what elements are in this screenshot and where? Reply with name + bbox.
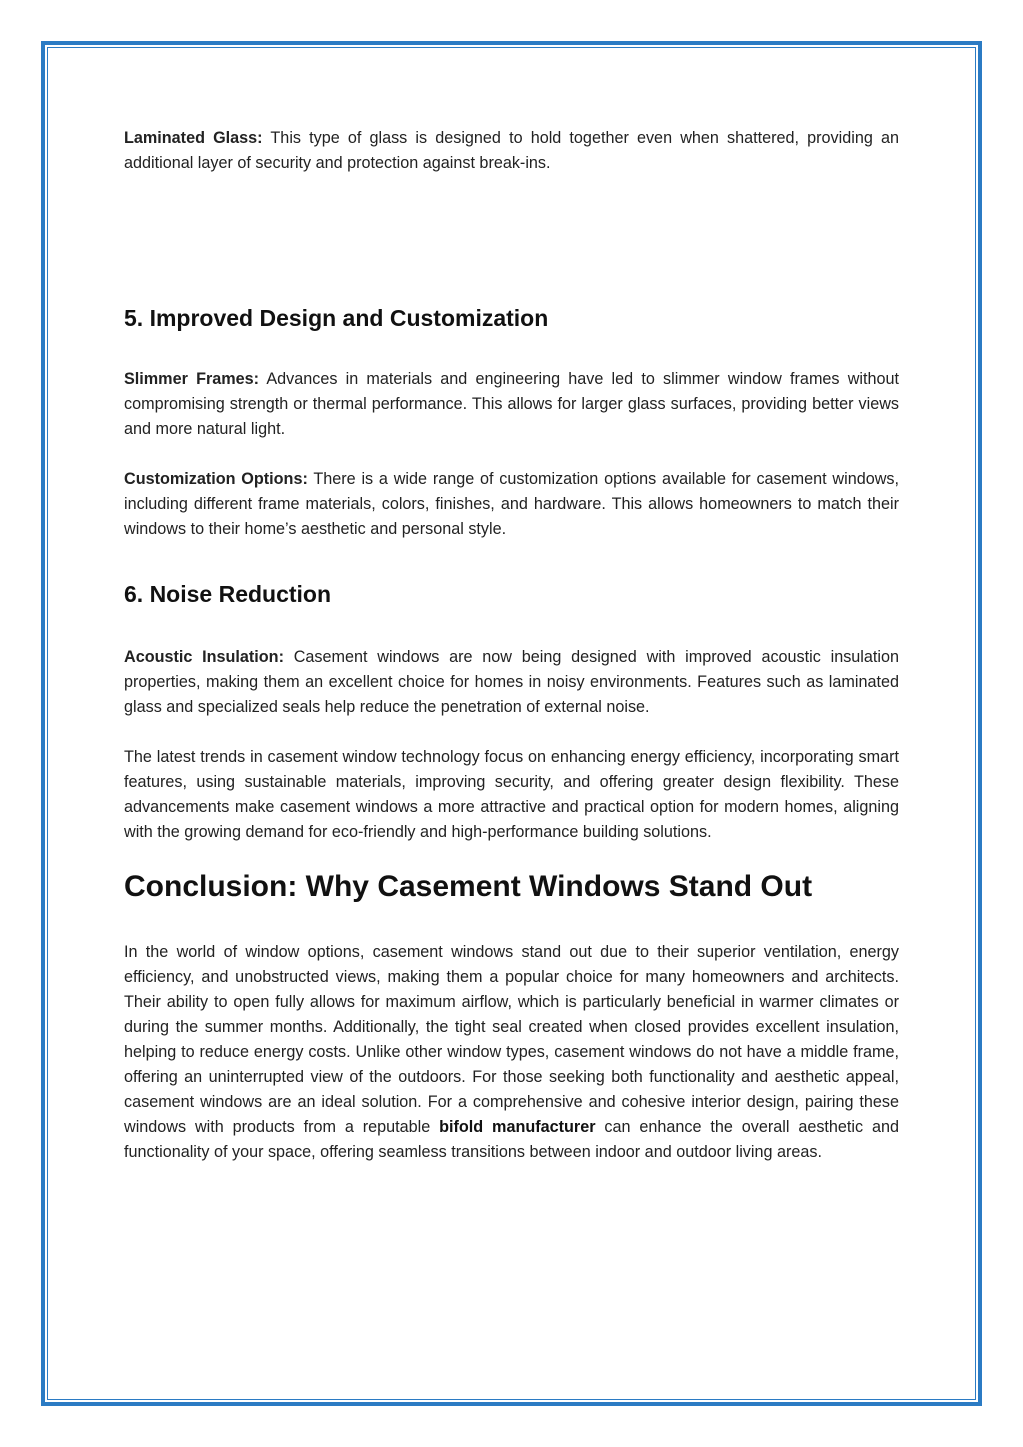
laminated-glass-paragraph	[124, 126, 899, 176]
acoustic-insulation-label: Acoustic Insulation:	[124, 648, 284, 666]
customization-options-label: Customization Options:	[124, 470, 308, 488]
conclusion-heading: Conclusion: Why Casement Windows Stand Out	[124, 870, 813, 903]
section-6-heading: 6. Noise Reduction	[124, 581, 332, 607]
acoustic-insulation-text: Casement windows are now being designed with improved acoustic insulation properties, making them an excellent choice for homes in noisy environments. Features such as laminated glass and specialized seals help reduce the penetration of external noise.	[124, 648, 899, 716]
acoustic-insulation-paragraph	[124, 645, 899, 720]
slimmer-frames-text: Advances in materials and engineering have led to slimmer window frames without compromising strength or thermal performance. This allows for larger glass surfaces, providing better views and more natural light.	[124, 370, 899, 438]
customization-options-paragraph	[124, 467, 899, 542]
conclusion-paragraph	[124, 940, 899, 1165]
trends-summary-paragraph: The latest trends in casement window technology focus on enhancing energy efficiency, incorporating smart features, using sustainable materials, improving security, and offering greater design flexibility. These advancements make casement windows a more attractive and practical option for modern homes, aligning with the growing demand for eco-friendly and high-performance building solutions.	[124, 748, 899, 841]
laminated-glass-label: Laminated Glass:	[124, 129, 263, 147]
bifold-manufacturer-link[interactable]: bifold manufacturer	[439, 1118, 596, 1136]
section-5-heading: 5. Improved Design and Customization	[124, 305, 549, 331]
slimmer-frames-paragraph	[124, 367, 899, 442]
conclusion-text-before: In the world of window options, casement windows stand out due to their superior ventilation, energy efficiency, and unobstructed views, making them a popular choice for many homeowners and architects. Their ability to open fully allows for maximum airflow, which is particularly beneficial in warmer climates or during the summer months. Additionally, the tight seal created when closed provides excellent insulation, helping to reduce energy costs. Unlike other window types, casement windows do not have a middle frame, offering an uninterrupted view of the outdoors. For those seeking both functionality and aesthetic appeal, casement windows are an ideal solution. For a comprehensive and cohesive interior design, pairing these windows with products from a reputable	[124, 943, 899, 1136]
document-body	[124, 124, 899, 1165]
laminated-glass-text: This type of glass is designed to hold together even when shattered, providing an additional layer of security and protection against break-ins.	[124, 129, 899, 172]
slimmer-frames-label: Slimmer Frames:	[124, 370, 260, 388]
conclusion-text-after: can enhance the overall aesthetic and functionality of your space, offering seamless transitions between indoor and outdoor living areas.	[124, 1118, 900, 1161]
customization-options-text: There is a wide range of customization options available for casement windows, including different frame materials, colors, finishes, and hardware. This allows homeowners to match their windows to their home’s aesthetic and personal style.	[124, 470, 899, 538]
